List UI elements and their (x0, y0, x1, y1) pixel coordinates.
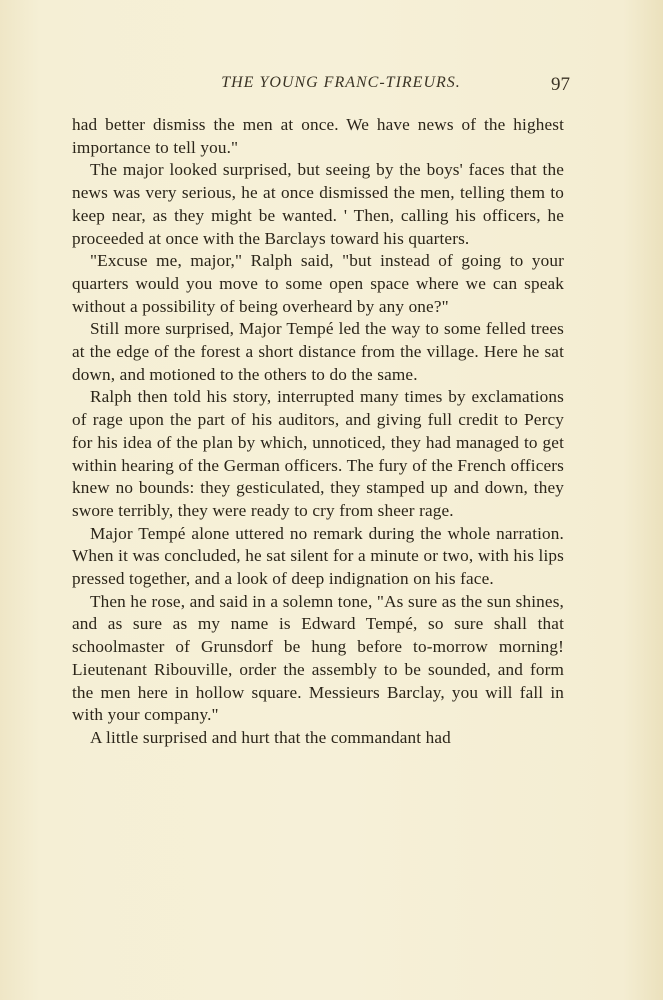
paragraph: had better dismiss the men at once. We have news of the highest importance to tell you." (72, 115, 564, 157)
paragraph: Ralph then told his story, interrupted many times by exclamations of rage upon the part of his auditors, and giving full credit to Percy for his idea of the plan by which, unnoticed, they had managed to get within hearing of the German officers. The fury of the French officers knew no bounds: they gesticulated, they stamped up and down, they swore terribly, they were ready to cry from sheer rage. (72, 387, 564, 520)
page-number: 97 (551, 74, 570, 95)
paragraph: Then he rose, and said in a solemn tone, "As sure as the sun shines, and as sure as my name is Edward Tempé, so sure shall that schoolmaster of Grunsdorf be hung before to-morrow morning! Lieutenant Ribouville, order the assembly to be sounded, and form the men here in hollow square. Messieurs Barclay, you will fall in with your company." (72, 591, 564, 725)
body-text (72, 114, 564, 750)
paragraph: A little surprised and hurt that the commandant had (90, 727, 451, 747)
paragraph: "Excuse me, major," Ralph said, "but instead of going to your quarters would you move to some open space where we can speak without a possibility of being overheard by any one?" (72, 251, 564, 316)
paragraph: Major Tempé alone uttered no remark during the whole narration. When it was concluded, he sat silent for a minute or two, with his lips pressed together, and a look of deep indignation on his face. (72, 523, 564, 589)
page-header (72, 74, 570, 98)
paragraph: The major looked surprised, but seeing by the boys' faces that the news was very serious, he at once dismissed the men, telling them to keep near, as they might be wanted. ' Then, calling his officers, he proceeded at once with the Barclays toward his quarters. (72, 160, 564, 248)
paragraph: Still more surprised, Major Tempé led the way to some felled trees at the edge of the forest a short distance from the village. Here he sat down, and motioned to the others to do the same. (72, 319, 564, 384)
running-title: THE YOUNG FRANC-TIREURS. (221, 74, 461, 91)
